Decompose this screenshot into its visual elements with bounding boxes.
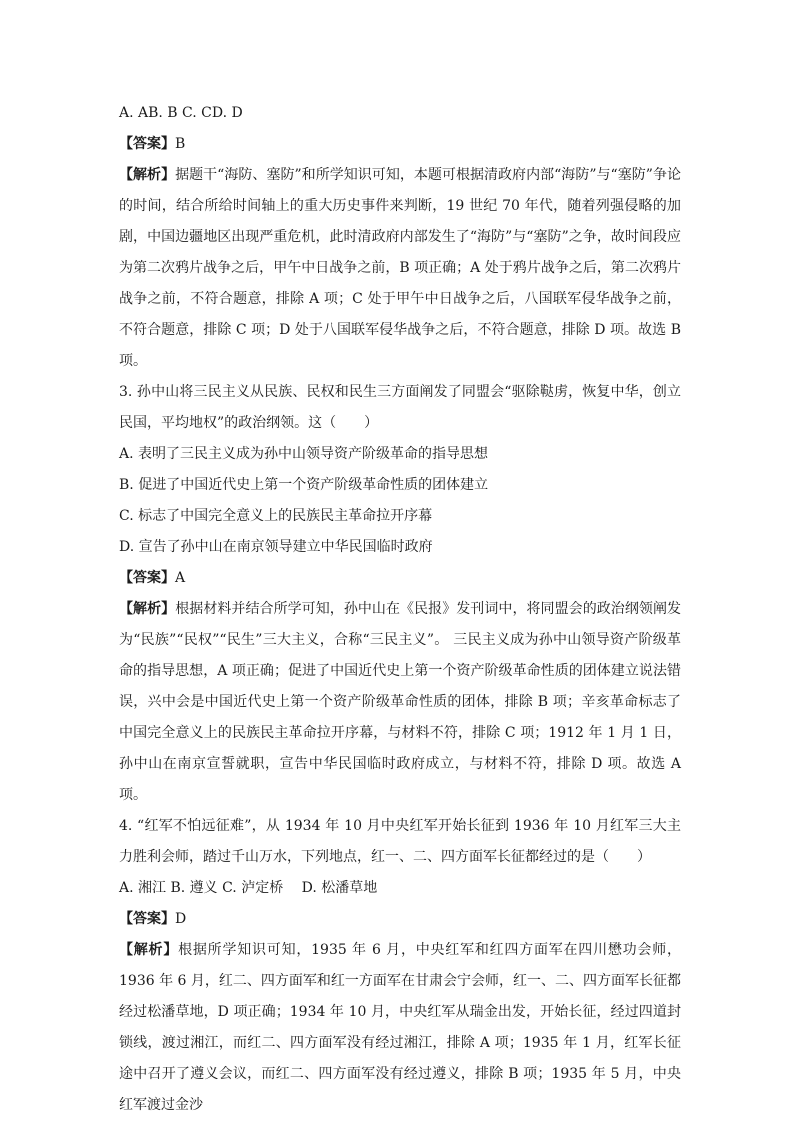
q3-stem: 3. 孙中山将三民主义从民族、民权和民生三方面阐发了同盟会“驱除鞑虏，恢复中华，创立民国，平均地权”的政治纲领。这（ ）	[119, 384, 681, 431]
q2-options: A. AB. B C. CD. D	[119, 105, 243, 121]
analysis-tag: 【解析】	[119, 942, 179, 958]
analysis-tag: 【解析】	[119, 601, 176, 617]
q2-analysis	[119, 160, 681, 377]
q3-option-d: D. 宣告了孙中山在南京领导建立中华民国临时政府	[119, 539, 433, 555]
q2-answer	[119, 129, 681, 160]
q4-options: A. 湘江 B. 遵义 C. 泸定桥 D. 松潘草地	[119, 880, 378, 896]
answer-tag: 【答案】	[119, 570, 175, 586]
analysis-text: 根据材料并结合所学可知，孙中山在《民报》发刊词中，将同盟会的政治纲领阐发为“民族”“民权”“民生”三大主义，合称“三民主义”。 三民主义成为孙中山领导资产阶级革命的指导思想，A 项正确；促进了中国近代史上第一个资产阶级革命性质的团体建立说法错误，兴中会是中国近代史上第一个资产阶级革命性质的团体，排除 B 项；辛亥革命标志了中国完全意义上的民族民主革命拉开序幕，与材料不符，排除 C 项；1912 年 1 月 1 日，孙中山在南京宣誓就职，宣告中华民国临时政府成立，与材料不符，排除 D 项。故选 A 项。	[119, 601, 682, 803]
answer-tag: 【答案】	[119, 911, 175, 927]
analysis-text: 根据所学知识可知，1935 年 6 月，中央红军和红四方面军在四川懋功会师，1936 年 6 月，红二、四方面军和红一方面军在甘肃会宁会师，红一、二、四方面军长征都经过松潘草地，D 项正确；1934 年 10 月，中央红军从瑞金出发，开始长征，经过四道封锁线，渡过湘江，而红二、四方面军没有经过湘江，排除 A 项；1935 年 1 月，红军长征途中召开了遵义会议，而红二、四方面军没有经过遵义，排除 B 项；1935 年 5 月，中央红军渡过金沙	[119, 942, 681, 1113]
answer-value: B	[175, 136, 186, 152]
answer-value: A	[175, 570, 186, 586]
q3-option-c: C. 标志了中国完全意义上的民族民主革命拉开序幕	[119, 508, 433, 524]
q4-answer	[119, 904, 681, 935]
q4-analysis	[119, 935, 681, 1121]
answer-tag: 【答案】	[119, 136, 175, 152]
q3-option-a: A. 表明了三民主义成为孙中山领导资产阶级革命的指导思想	[119, 446, 489, 462]
analysis-tag: 【解析】	[119, 167, 176, 183]
answer-value: D	[175, 911, 187, 927]
q3-analysis	[119, 594, 681, 811]
q3-answer	[119, 563, 681, 594]
document-page	[119, 98, 681, 1121]
analysis-text: 据题干“海防、塞防”和所学知识可知，本题可根据清政府内部“海防”与“塞防”争论的时间，结合所给时间轴上的重大历史事件来判断，19 世纪 70 年代，随着列强侵略的加剧，中国边疆地区出现严重危机，此时清政府内部发生了“海防”与“塞防”之争，故时间段应为第二次鸦片战争之后，甲午中日战争之前，B 项正确；A 处于鸦片战争之后，第二次鸦片战争之前，不符合题意，排除 A 项；C 处于甲午中日战争之后，八国联军侵华战争之前，不符合题意，排除 C 项；D 处于八国联军侵华战争之后，不符合题意，排除 D 项。故选 B 项。	[119, 167, 681, 369]
q3-option-b: B. 促进了中国近代史上第一个资产阶级革命性质的团体建立	[119, 477, 489, 493]
q4-stem: 4. “红军不怕远征难”，从 1934 年 10 月中央红军开始长征到 1936 年 10 月红军三大主力胜利会师，踏过千山万水，下列地点，红一、二、四方面军长征都经过的是（ ）	[119, 818, 681, 865]
